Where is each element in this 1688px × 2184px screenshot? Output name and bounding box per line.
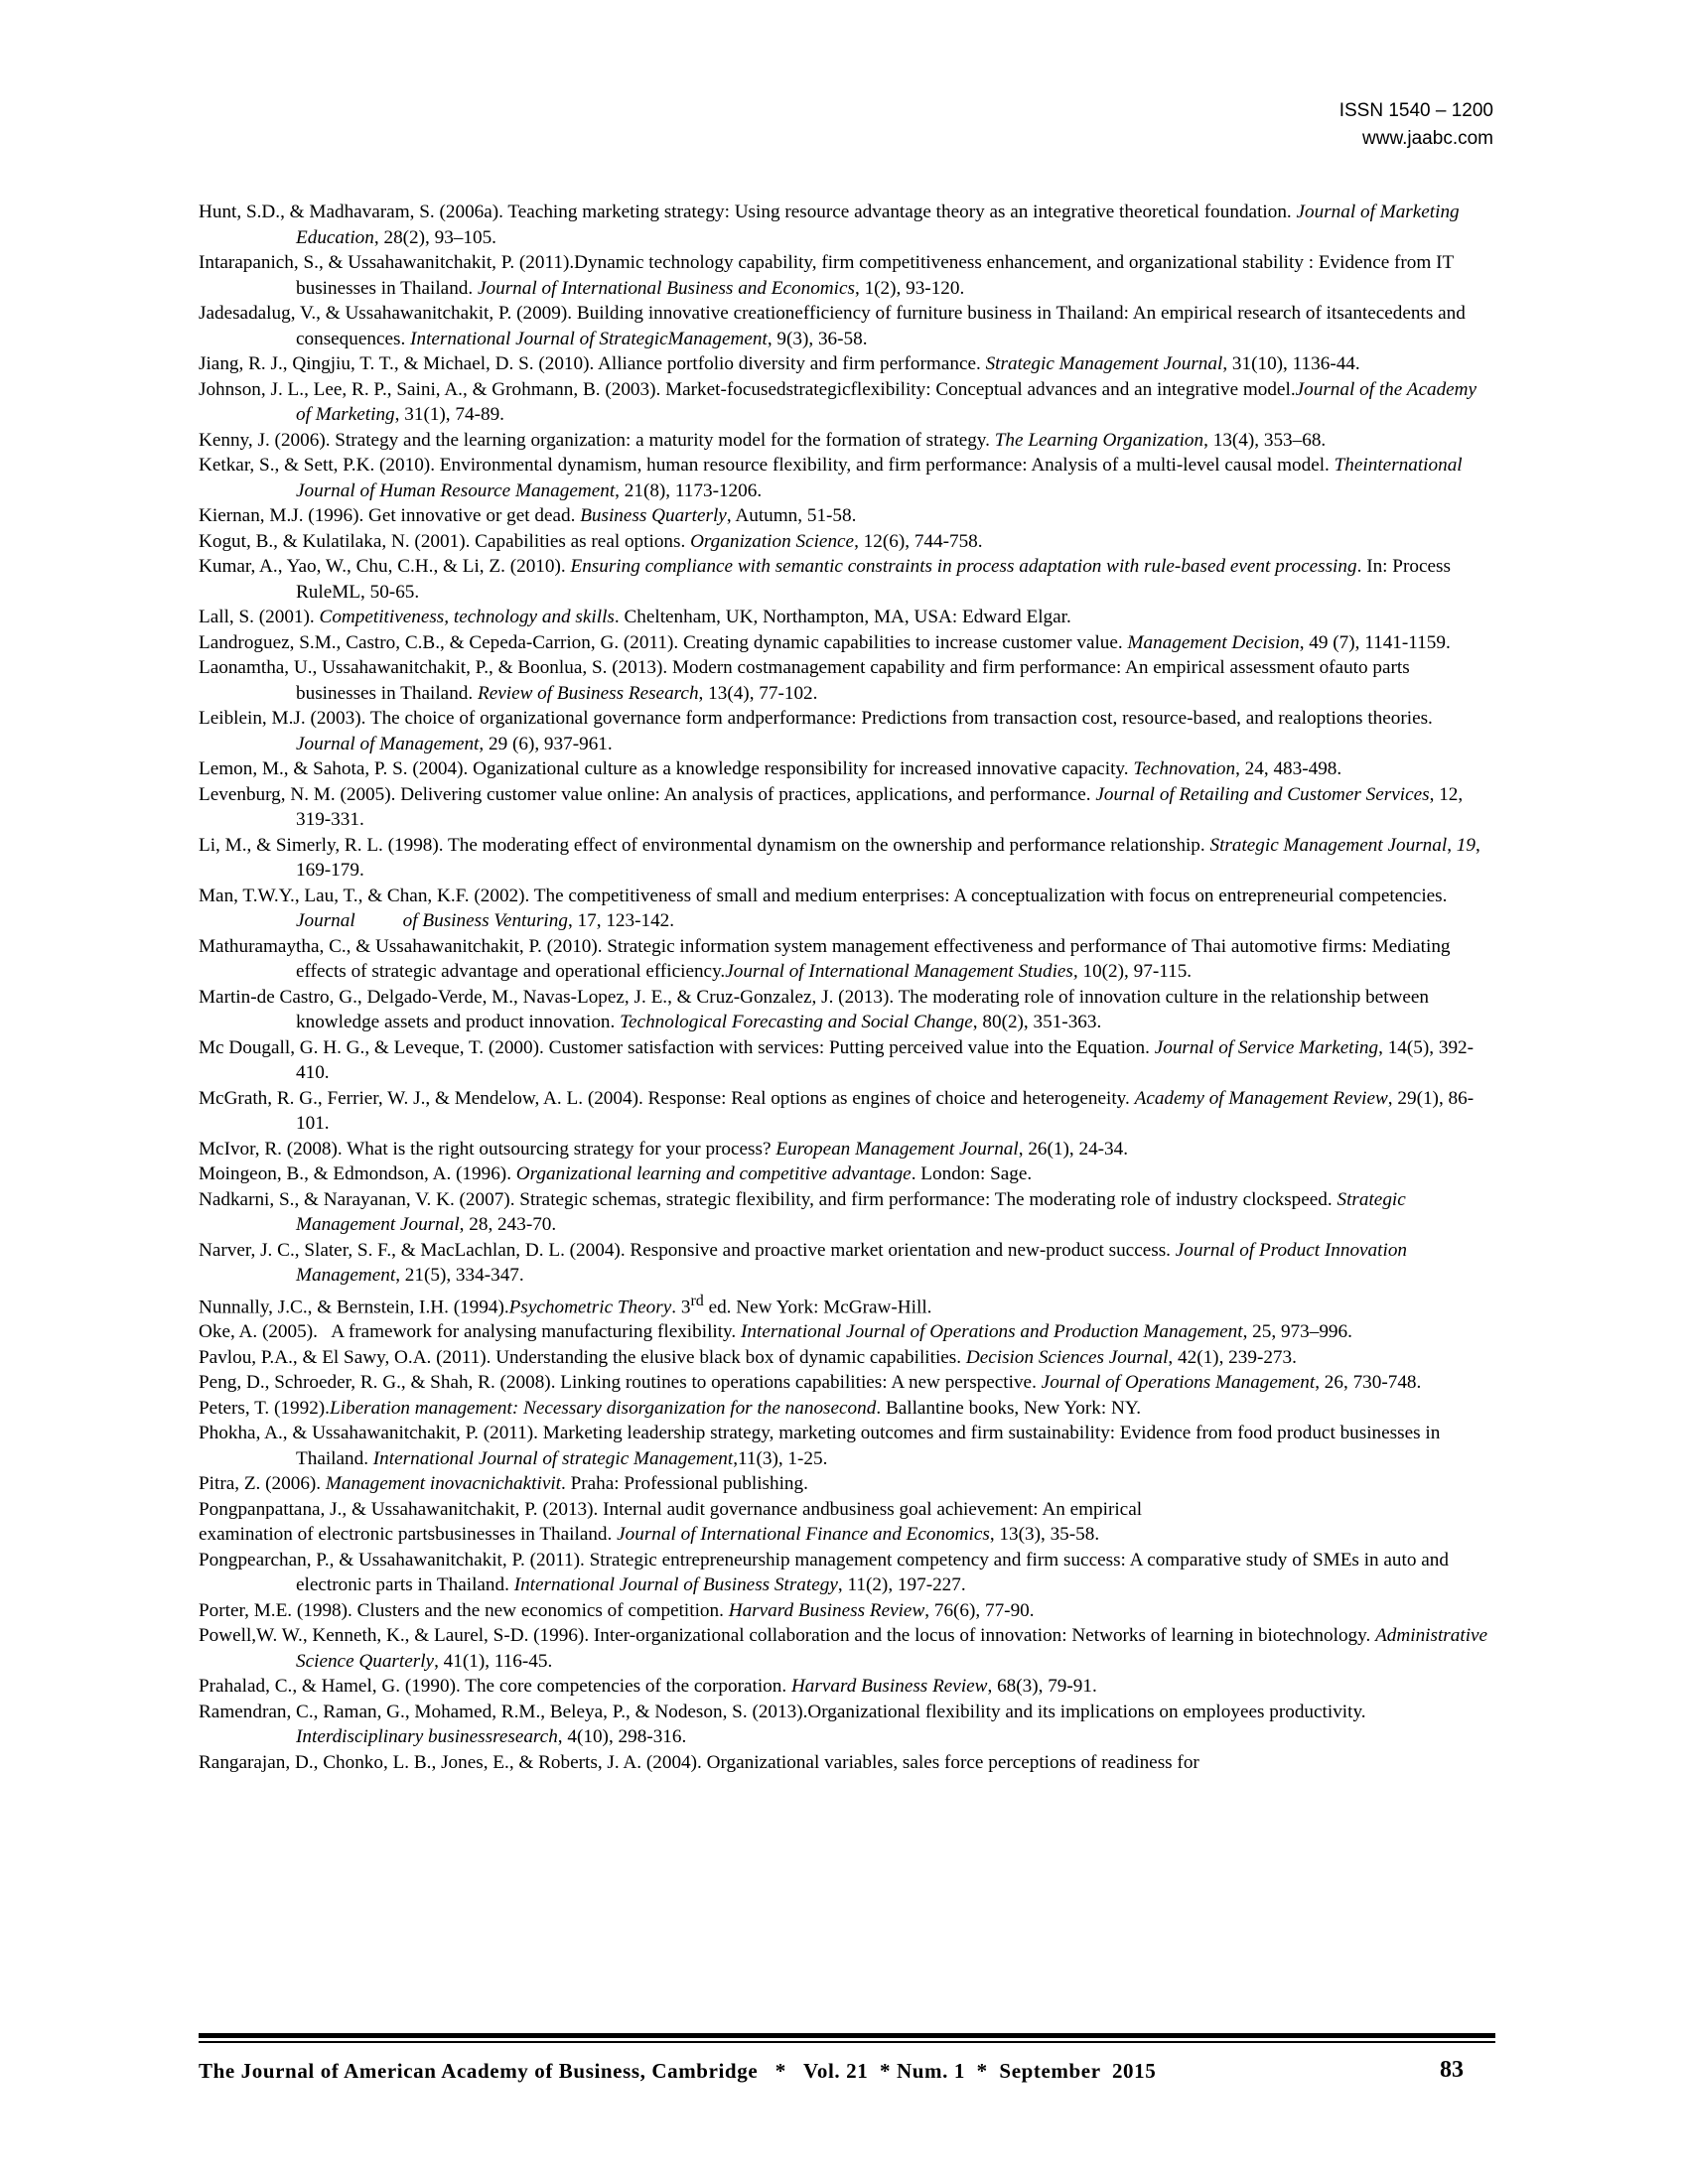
page-header [1339, 97, 1493, 153]
reference-text: Man, T.W.Y., Lau, T., & Chan, K.F. (2002). The competitiveness of small and medium enterprises: A conceptualization with focus on entrepreneurial competencies. [199, 885, 1448, 906]
reference-text: . Cheltenham, UK, Northampton, MA, USA: Edward Elgar. [614, 607, 1071, 627]
reference-text: Peters, T. (1992). [199, 1397, 330, 1419]
reference-entry [199, 554, 1489, 605]
reference-source-title: International Journal of Business Strategy [513, 1574, 838, 1596]
reference-text: Jiang, R. J., Qingjiu, T. T., & Michael, D. S. (2010). Alliance portfolio diversity and firm performance. [199, 353, 986, 374]
reference-text: . Praha: Professional publishing. [561, 1473, 808, 1495]
reference-source-title: Management Decision [1127, 631, 1300, 653]
reference-list [199, 200, 1489, 1775]
reference-entry [199, 782, 1489, 833]
reference-entry [199, 1471, 1489, 1497]
reference-text: Kiernan, M.J. (1996). Get innovative or get dead. [199, 505, 581, 526]
reference-entry [199, 985, 1489, 1035]
reference-text: Phokha, A., & Ussahawanitchakit, P. (2011). Marketing leadership strategy, marketing outcomes and firm sustainability: Evidence from food product businesses in Thailand. [199, 1423, 1441, 1469]
reference-text: , 76(6), 77-90. [924, 1599, 1035, 1621]
reference-source-title: Technovation [1133, 758, 1236, 779]
reference-text: , 49 (7), 1141-1159. [1299, 631, 1451, 653]
reference-entry [199, 428, 1489, 454]
reference-text: . In: Process RuleML, 50-65. [296, 556, 1451, 603]
reference-text: McGrath, R. G., Ferrier, W. J., & Mendelow, A. L. (2004). Response: Real options as engines of choice and heterogeneity. [199, 1087, 1135, 1109]
reference-text: , 41(1), 116-45. [434, 1650, 553, 1672]
reference-text: Levenburg, N. M. (2005). Delivering customer value online: An analysis of practices, applications, and performance. [199, 783, 1096, 805]
reference-text: . London: Sage. [911, 1163, 1033, 1184]
reference-text: rd [690, 1292, 704, 1309]
reference-text: Ketkar, S., & Sett, P.K. (2010). Environmental dynamism, human resource flexibility, and firm performance: Analysis of a multi-level causal model. [199, 455, 1335, 476]
reference-text: Lemon, M., & Sahota, P. S. (2004). Oganizational culture as a knowledge responsibility for increased innovative capacity. [199, 758, 1134, 779]
reference-text: Pongpanpattana, J., & Ussahawanitchakit, P. (2013). Internal audit governance andbusiness goal achievement: An empirical [199, 1498, 1143, 1520]
page-number: 83 [1440, 2057, 1464, 2083]
reference-text: , 12(6), 744-758. [854, 530, 983, 552]
reference-text: , 80(2), 351-363. [972, 1012, 1102, 1032]
reference-text: . Ballantine books, New York: NY. [876, 1397, 1142, 1419]
reference-source-title: Interdisciplinary businessresearch [296, 1726, 558, 1748]
reference-text: examination of electronic partsbusinesses in Thailand. [199, 1524, 618, 1546]
reference-source-title: Journal of Retailing and Customer Services [1095, 783, 1430, 805]
reference-source-title: Journal of Management [296, 733, 480, 754]
reference-entry [199, 1421, 1489, 1471]
reference-text: Narver, J. C., Slater, S. F., & MacLachlan, D. L. (2004). Responsive and proactive market orientation and new-product success. [199, 1239, 1176, 1261]
reference-text: , 26, 730-748. [1315, 1372, 1422, 1394]
reference-source-title: Journal of International Management Studies, [725, 961, 1078, 982]
reference-text: . 3 [671, 1296, 691, 1317]
reference-entry [199, 200, 1489, 250]
reference-text: Landroguez, S.M., Castro, C.B., & Cepeda-Carrion, G. (2011). Creating dynamic capabilities to increase customer value. [199, 631, 1128, 653]
reference-source-title: Strategic Management Journal [985, 353, 1223, 374]
reference-entry [199, 1086, 1489, 1137]
reference-source-title: Decision Sciences Journal [965, 1346, 1169, 1368]
reference-source-title: Administrative Science Quarterly [296, 1625, 1488, 1672]
reference-text: , 4(10), 298-316. [557, 1726, 687, 1748]
reference-text: , 29(1), 86-101. [296, 1087, 1475, 1134]
reference-text: , [1447, 834, 1457, 856]
reference-text: Oke, A. (2005). A framework for analysing manufacturing flexibility. [199, 1321, 741, 1343]
reference-entry [199, 301, 1489, 351]
reference-text: , 13(4), 77-102. [698, 682, 818, 704]
reference-entry [199, 1370, 1489, 1396]
reference-source-title: Journal of Business Venturing [296, 910, 568, 931]
reference-text: Ramendran, C., Raman, G., Mohamed, R.M., Beleya, P., & Nodeson, S. (2013).Organizational flexibility and its implications on employees productivity. [199, 1701, 1366, 1722]
reference-text: , 21(5), 334-347. [395, 1265, 524, 1286]
reference-entry [199, 706, 1489, 756]
reference-text: , 14(5), 392-410. [296, 1036, 1475, 1083]
reference-entry [199, 630, 1489, 656]
reference-text: , 31(1), 74-89. [394, 404, 504, 425]
reference-text: , 13(3), 35-58. [989, 1524, 1100, 1546]
reference-text: , 21(8), 1173-1206. [615, 479, 763, 501]
reference-text: , 13(4), 353–68. [1203, 429, 1327, 451]
reference-entry [199, 1319, 1489, 1345]
footer-rule-thin [199, 2041, 1495, 2043]
reference-text: , Autumn, 51-58. [726, 505, 857, 526]
reference-entry [199, 605, 1489, 630]
reference-source-title: International Journal of Operations and Production Management [741, 1321, 1243, 1343]
reference-text: , 169-179. [296, 834, 1480, 881]
reference-text: Kogut, B., & Kulatilaka, N. (2001). Capabilities as real options. [199, 530, 691, 552]
reference-entry [199, 1700, 1489, 1750]
reference-entry [199, 934, 1489, 985]
reference-source-title: Journal of Service Marketing [1154, 1036, 1379, 1058]
reference-text: ,11(3), 1-25. [733, 1447, 828, 1469]
reference-entry [199, 1161, 1489, 1187]
reference-text: Johnson, J. L., Lee, R. P., Saini, A., & Grohmann, B. (2003). Market-focusedstrategicflexibility: Conceptual advances and an integrative model. [199, 378, 1296, 400]
reference-source-title: Journal of the Academy of Marketing [296, 378, 1477, 425]
reference-entry [199, 655, 1489, 706]
reference-source-title: Liberation management: Necessary disorganization for the nanosecond [329, 1397, 877, 1419]
reference-entry [199, 1187, 1489, 1238]
website-url: www.jaabc.com [1362, 128, 1493, 149]
reference-text: Nunnally, J.C., & Bernstein, I.H. (1994). [199, 1296, 509, 1317]
reference-source-title: The Learning Organization [994, 429, 1204, 451]
reference-entry [199, 1674, 1489, 1700]
reference-entry [199, 1497, 1489, 1523]
reference-text: , 29 (6), 937-961. [479, 733, 613, 754]
reference-source-title: Journal of International Finance and Economics [617, 1524, 990, 1546]
footer-rule-thick [199, 2033, 1495, 2038]
reference-source-title: Harvard Business Review [790, 1676, 988, 1698]
reference-source-title: Harvard Business Review [728, 1599, 925, 1621]
reference-text: Mc Dougall, G. H. G., & Leveque, T. (2000). Customer satisfaction with services: Putting perceived value into the Equation. [199, 1036, 1155, 1058]
reference-text: Pitra, Z. (2006). [199, 1473, 326, 1495]
reference-entry [199, 1289, 1489, 1320]
reference-source-title: International Journal of strategic Management [372, 1447, 734, 1469]
reference-source-title: Journal of Product Innovation Management [296, 1239, 1408, 1286]
reference-text: Li, M., & Simerly, R. L. (1998). The moderating effect of environmental dynamism on the ownership and performance relationship. [199, 834, 1210, 856]
page-footer [199, 2059, 1495, 2093]
reference-source-title: Journal of International Business and Economics [477, 277, 855, 299]
reference-entry [199, 1750, 1489, 1776]
reference-source-title: Ensuring compliance with semantic constraints in process adaptation with rule-based event processing [570, 556, 1357, 577]
footer-journal-citation: The Journal of American Academy of Business, Cambridge * Vol. 21 * Num. 1 * September 2015 [199, 2059, 1157, 2083]
reference-entry [199, 884, 1489, 934]
reference-text: Powell,W. W., Kenneth, K., & Laurel, S-D. (1996). Inter-organizational collaboration and the locus of innovation: Networks of learning in biotechnology. [199, 1625, 1376, 1647]
reference-entry [199, 351, 1489, 377]
reference-text: 10(2), 97-115. [1077, 961, 1193, 982]
reference-text: Intarapanich, S., & Ussahawanitchakit, P. (2011).Dynamic technology capability, firm competitiveness enhancement, and organizational stability : Evidence from IT businesses in Thailand. [199, 252, 1454, 299]
reference-text: , 26(1), 24-34. [1018, 1138, 1129, 1160]
reference-entry [199, 377, 1489, 428]
reference-source-title: Journal of Marketing Education [296, 202, 1460, 248]
reference-entry [199, 1623, 1489, 1674]
reference-text: McIvor, R. (2008). What is the right outsourcing strategy for your process? [199, 1138, 776, 1160]
reference-source-title: Review of Business Research [477, 682, 699, 704]
reference-source-title: Strategic Management Journal [296, 1188, 1406, 1235]
reference-source-title: Management inovacnichaktivit [325, 1473, 562, 1495]
reference-entry [199, 1238, 1489, 1289]
reference-text: Martin-de Castro, G., Delgado-Verde, M., Navas-Lopez, J. E., & Cruz-Gonzalez, J. (2013). The moderating role of innovation culture in the relationship between knowledge assets and product innovation. [199, 986, 1430, 1032]
reference-text: , 25, 973–996. [1242, 1321, 1352, 1343]
reference-text: Prahalad, C., & Hamel, G. (1990). The core competencies of the corporation. [199, 1676, 791, 1698]
reference-text: Pongpearchan, P., & Ussahawanitchakit, P. (2011). Strategic entrepreneurship management competency and firm success: A comparative study of SMEs in auto and electronic parts in Thailand. [199, 1549, 1449, 1596]
reference-text: Leiblein, M.J. (2003). The choice of organizational governance form andperformance: Predictions from transaction cost, resource-based, and realoptions theories. [199, 708, 1433, 729]
reference-source-title: Strategic Management Journal [1209, 834, 1448, 856]
reference-entry [199, 453, 1489, 503]
reference-source-title: Psychometric Theory [508, 1296, 672, 1317]
reference-entry [199, 1396, 1489, 1422]
reference-text: , 17, 123-142. [567, 910, 675, 931]
reference-text: Laonamtha, U., Ussahawanitchakit, P., & Boonlua, S. (2013). Modern costmanagement capability and firm performance: An empirical assessment ofauto parts businesses in Thailand. [199, 657, 1410, 704]
reference-entry [199, 503, 1489, 529]
issn-label: ISSN 1540 – 1200 [1338, 100, 1493, 121]
reference-entry [199, 1345, 1489, 1371]
reference-text: Kenny, J. (2006). Strategy and the learning organization: a maturity model for the formation of strategy. [199, 429, 995, 451]
reference-text: , 1(2), 93-120. [854, 277, 965, 299]
reference-text: Rangarajan, D., Chonko, L. B., Jones, E., & Roberts, J. A. (2004). Organizational variables, sales force perceptions of readiness for [199, 1751, 1199, 1773]
reference-entry [199, 1548, 1489, 1598]
reference-source-title: Competitiveness, technology and skills [319, 607, 615, 627]
reference-text: , 9(3), 36-58. [767, 328, 868, 349]
reference-source-title: Business Quarterly [580, 505, 727, 526]
reference-text: Nadkarni, S., & Narayanan, V. K. (2007). Strategic schemas, strategic flexibility, and firm performance: The moderating role of industry clockspeed. [199, 1188, 1337, 1210]
reference-source-title: International Journal of StrategicManagement [410, 328, 768, 349]
reference-entry [199, 1598, 1489, 1624]
reference-source-title: Journal of Operations Management [1041, 1372, 1316, 1394]
reference-entry [199, 1522, 1489, 1548]
reference-text: Mathuramaytha, C., & Ussahawanitchakit, P. (2010). Strategic information system management effectiveness and performance of Thai automotive firms: Mediating effects of strategic advantage and operational efficiency. [199, 935, 1451, 982]
reference-text: , 12, 319-331. [296, 783, 1464, 830]
reference-text: Moingeon, B., & Edmondson, A. (1996). [199, 1163, 516, 1184]
reference-entry [199, 1137, 1489, 1162]
reference-text: , 24, 483-498. [1235, 758, 1342, 779]
reference-text: ed. New York: McGraw-Hill. [703, 1296, 932, 1317]
reference-text: , 28(2), 93–105. [373, 226, 496, 248]
reference-source-title: European Management Journal [775, 1138, 1019, 1160]
reference-text: , 31(10), 1136-44. [1222, 353, 1360, 374]
reference-entry [199, 250, 1489, 301]
reference-text: , 42(1), 239-273. [1168, 1346, 1297, 1368]
reference-source-title: 19 [1456, 834, 1476, 856]
reference-entry [199, 529, 1489, 555]
reference-text: Pavlou, P.A., & El Sawy, O.A. (2011). Understanding the elusive black box of dynamic capabilities. [199, 1346, 966, 1368]
reference-source-title: Organizational learning and competitive advantage [515, 1163, 912, 1184]
reference-text: , 11(2), 197-227. [837, 1574, 966, 1596]
reference-entry [199, 756, 1489, 782]
reference-source-title: Technological Forecasting and Social Change [620, 1012, 973, 1032]
reference-source-title: Theinternational Journal of Human Resource Management [296, 455, 1463, 501]
reference-entry [199, 833, 1489, 884]
reference-text: Lall, S. (2001). [199, 607, 320, 627]
reference-text: Kumar, A., Yao, W., Chu, C.H., & Li, Z. (2010). [199, 556, 571, 577]
reference-text: , 28, 243-70. [459, 1214, 557, 1235]
reference-text: Porter, M.E. (1998). Clusters and the new economics of competition. [199, 1599, 729, 1621]
reference-entry [199, 1035, 1489, 1086]
reference-source-title: Academy of Management Review [1134, 1087, 1388, 1109]
reference-text: Hunt, S.D., & Madhavaram, S. (2006a). Teaching marketing strategy: Using resource advantage theory as an integrative theoretical foundation. [199, 202, 1297, 222]
reference-text: Jadesadalug, V., & Ussahawanitchakit, P. (2009). Building innovative creationefficiency of furniture business in Thailand: An empirical research of itsantecedents and consequences. [199, 303, 1466, 349]
reference-source-title: Organization Science [690, 530, 855, 552]
reference-text: , 68(3), 79-91. [987, 1676, 1097, 1698]
reference-text: Peng, D., Schroeder, R. G., & Shah, R. (2008). Linking routines to operations capabilities: A new perspective. [199, 1372, 1042, 1394]
